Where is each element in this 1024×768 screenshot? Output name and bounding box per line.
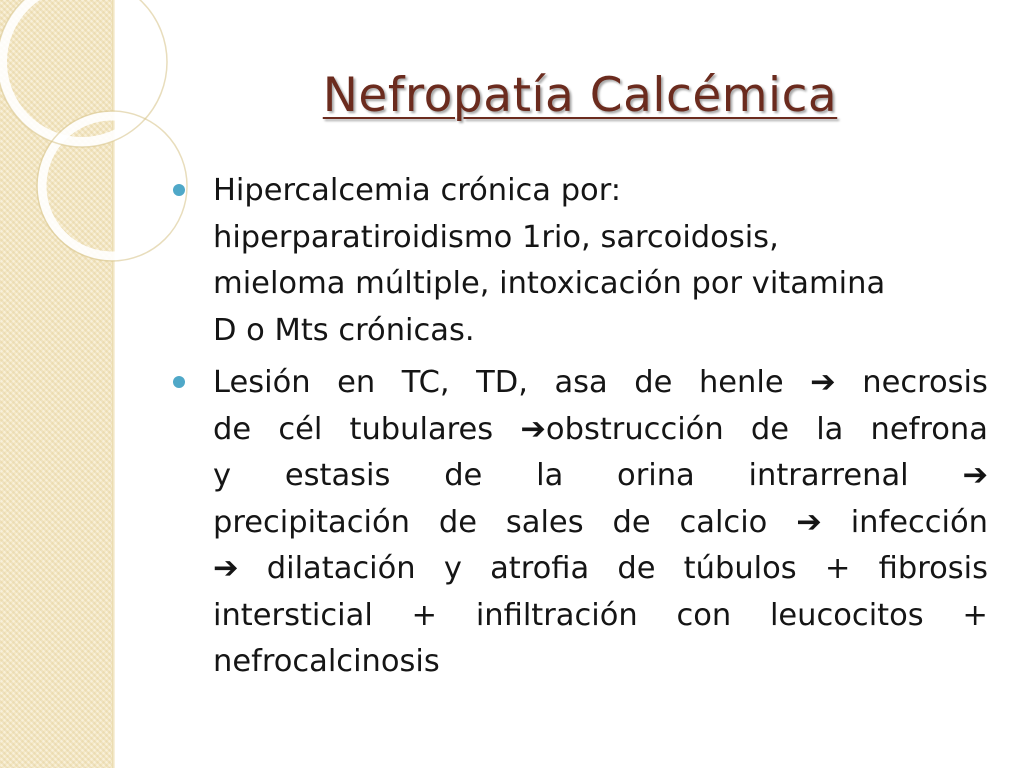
bullet-2-line-7 bbox=[213, 639, 988, 686]
word: TC, bbox=[401, 365, 450, 400]
bullet-2-line-2 bbox=[213, 407, 988, 454]
bullet-2-text bbox=[213, 360, 988, 686]
word: Lesión bbox=[213, 365, 311, 400]
word: y bbox=[213, 458, 232, 493]
word: orina bbox=[617, 458, 695, 493]
bullet-dot-icon bbox=[173, 184, 185, 196]
word: + bbox=[962, 597, 988, 633]
word: cél bbox=[278, 411, 323, 447]
word: de bbox=[438, 504, 477, 540]
word: henle bbox=[698, 365, 784, 400]
word: calcio bbox=[679, 504, 768, 540]
bullet-2-line-4 bbox=[213, 500, 988, 547]
bullet-2-line-3 bbox=[213, 453, 988, 500]
word: de bbox=[213, 411, 252, 447]
bullet-1-line-2: hiperparatiroidismo 1rio, sarcoidosis, bbox=[213, 219, 779, 255]
word: TD, bbox=[476, 365, 528, 400]
word: y bbox=[443, 551, 462, 586]
word: + bbox=[411, 597, 438, 633]
word: estasis bbox=[284, 458, 391, 493]
word: intersticial bbox=[213, 597, 373, 633]
word: leucocitos bbox=[769, 597, 924, 633]
word: nefrona bbox=[870, 411, 988, 447]
word: necrosis bbox=[862, 365, 988, 400]
bullet-list bbox=[163, 168, 988, 686]
word: con bbox=[676, 597, 732, 633]
word: sales bbox=[505, 504, 584, 540]
word: precipitación bbox=[213, 504, 410, 540]
bullet-1-line-3: mieloma múltiple, intoxicación por vitamina bbox=[213, 266, 886, 301]
word: la bbox=[536, 458, 564, 493]
bullet-1-line-4: D o Mts crónicas. bbox=[213, 312, 475, 348]
bullet-2-line-5 bbox=[213, 546, 988, 593]
word: túbulos bbox=[683, 551, 797, 586]
word: de bbox=[750, 411, 789, 447]
word: infección bbox=[850, 504, 988, 540]
word: ➔obstrucción bbox=[520, 411, 724, 447]
word: intrarrenal bbox=[748, 458, 909, 493]
word: dilatación bbox=[266, 551, 416, 586]
word: de bbox=[444, 458, 483, 493]
word: de bbox=[617, 551, 656, 586]
word: fibrosis bbox=[878, 551, 988, 586]
arrow-icon: ➔ bbox=[213, 551, 239, 586]
bullet-dot-icon bbox=[173, 376, 185, 388]
word: tubulares bbox=[349, 411, 494, 447]
word: + bbox=[824, 551, 851, 586]
word: atrofia bbox=[490, 551, 590, 586]
bullet-2-line-6 bbox=[213, 593, 988, 640]
arrow-icon: ➔ bbox=[796, 504, 822, 540]
bullet-item-1 bbox=[163, 168, 988, 354]
bullet-1-line-1: Hipercalcemia crónica por: bbox=[213, 173, 621, 208]
word: la bbox=[816, 411, 844, 447]
slide-title: Nefropatía Calcémica bbox=[322, 68, 838, 123]
bullet-item-2 bbox=[163, 360, 988, 686]
word: infiltración bbox=[475, 597, 638, 633]
word: nefrocalcinosis bbox=[213, 644, 440, 679]
word: en bbox=[337, 365, 376, 400]
word: de bbox=[634, 365, 673, 400]
bullet-2-line-1 bbox=[213, 360, 988, 407]
arrow-icon: ➔ bbox=[810, 365, 836, 400]
arrow-icon: ➔ bbox=[962, 458, 988, 493]
word: de bbox=[612, 504, 651, 540]
word: asa bbox=[554, 365, 608, 400]
